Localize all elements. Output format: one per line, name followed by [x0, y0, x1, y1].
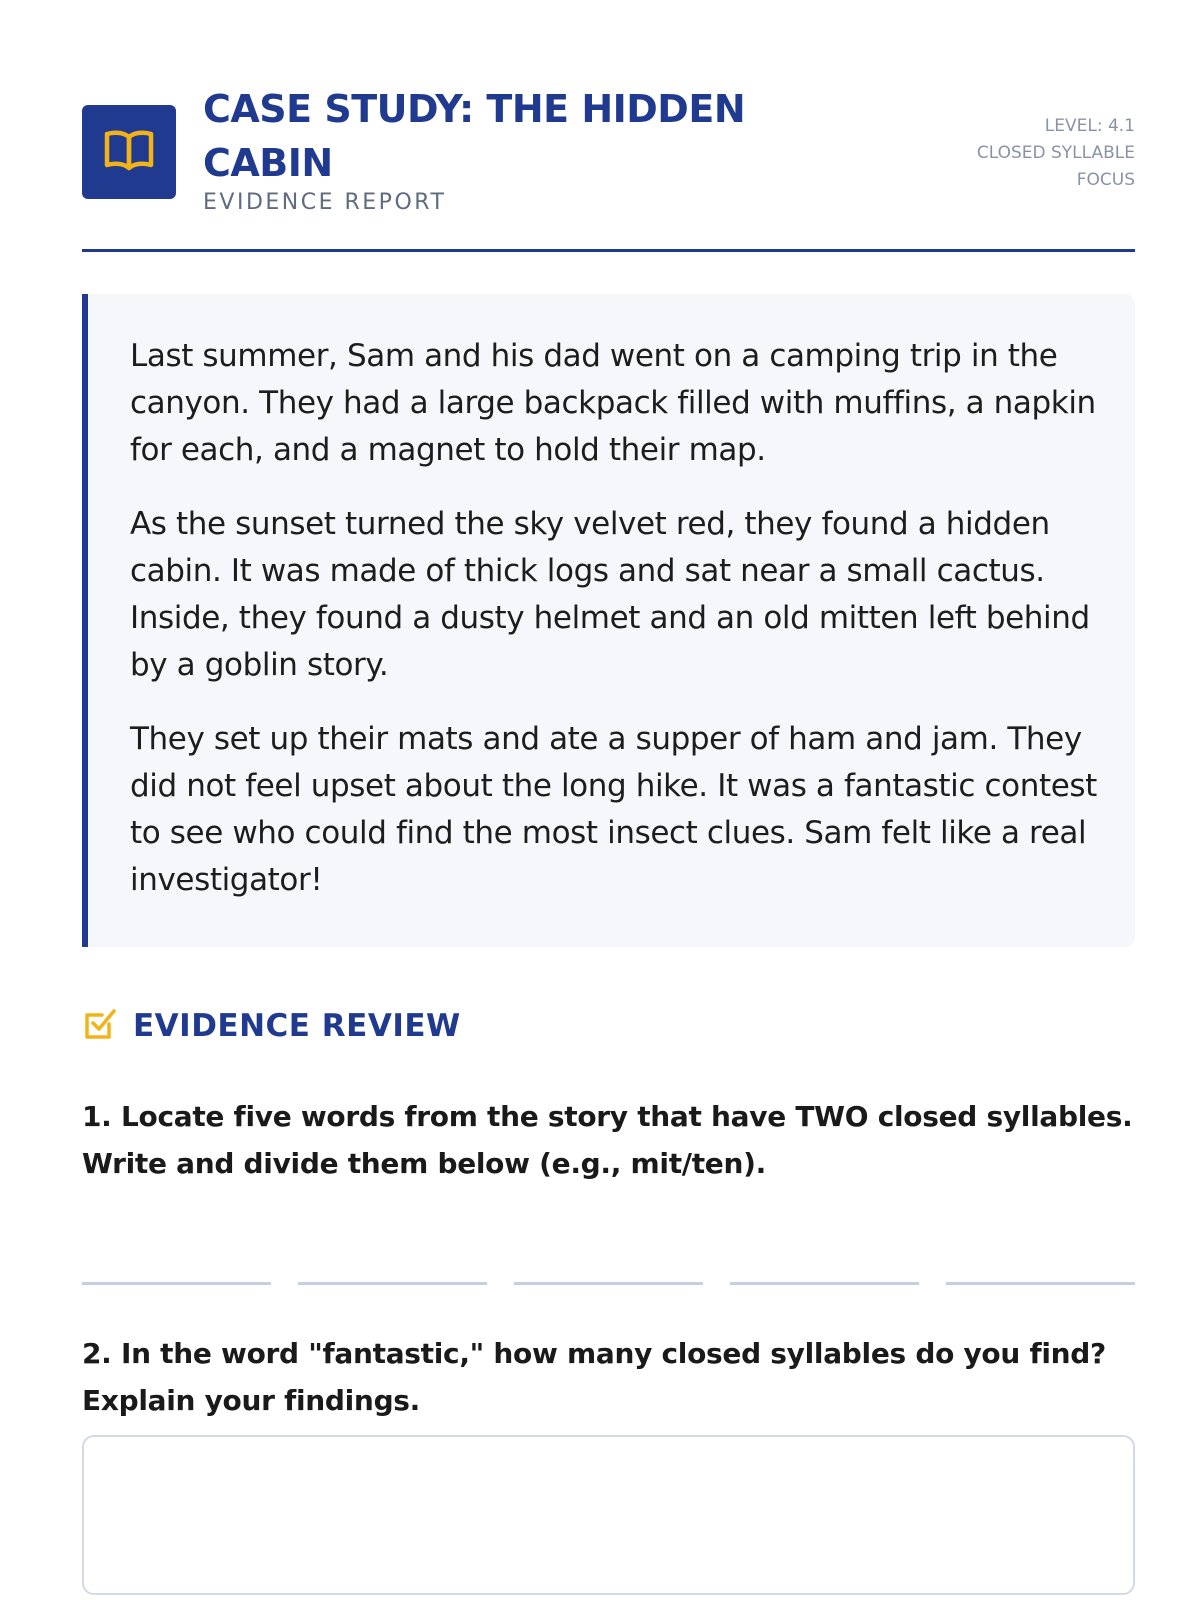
story-paragraph: They set up their mats and ate a supper of ham and jam. They did not feel upset about the long hike. It was a fantastic contest to see who could find the most insect clues. Sam felt like a real investigator! — [130, 721, 1097, 898]
header-divider — [82, 249, 1135, 252]
question-1: 1. Locate five words from the story that have TWO closed syllables. Write and divide them below (e.g., mit/ten). — [82, 1100, 1133, 1180]
question-2: 2. In the word "fantastic," how many closed syllables do you find? Explain your findings. — [82, 1337, 1106, 1417]
answer-blank-4[interactable] — [730, 1282, 919, 1285]
header — [82, 80, 1135, 250]
answer-blank-3[interactable] — [514, 1282, 703, 1285]
answer-blank-1[interactable] — [82, 1282, 271, 1285]
book-icon — [103, 128, 155, 176]
page-subtitle: EVIDENCE REPORT — [203, 190, 447, 215]
focus-label-line2: FOCUS — [1076, 170, 1135, 190]
focus-label-line1: CLOSED SYLLABLE — [976, 143, 1135, 163]
level-info — [895, 113, 1135, 194]
checkbox-icon — [82, 1006, 118, 1046]
section-title: EVIDENCE REVIEW — [133, 1008, 461, 1044]
logo-badge — [82, 105, 176, 199]
answer-textbox[interactable] — [82, 1435, 1135, 1595]
story-paragraph: As the sunset turned the sky velvet red, they found a hidden cabin. It was made of thick logs and sat near a small cactus. Inside, they found a dusty helmet and an old mitten left behind by a goblin story. — [130, 506, 1090, 683]
level-label: LEVEL: 4.1 — [1044, 116, 1135, 136]
answer-blanks — [82, 1282, 1135, 1285]
story-passage — [82, 294, 1135, 947]
evidence-review-heading — [82, 1004, 461, 1048]
answer-blank-2[interactable] — [298, 1282, 487, 1285]
answer-blank-5[interactable] — [946, 1282, 1135, 1285]
story-paragraph: Last summer, Sam and his dad went on a camping trip in the canyon. They had a large backpack filled with muffins, a napkin for each, and a magnet to hold their map. — [130, 338, 1096, 468]
page-title: CASE STUDY: THE HIDDEN CABIN — [203, 87, 746, 185]
